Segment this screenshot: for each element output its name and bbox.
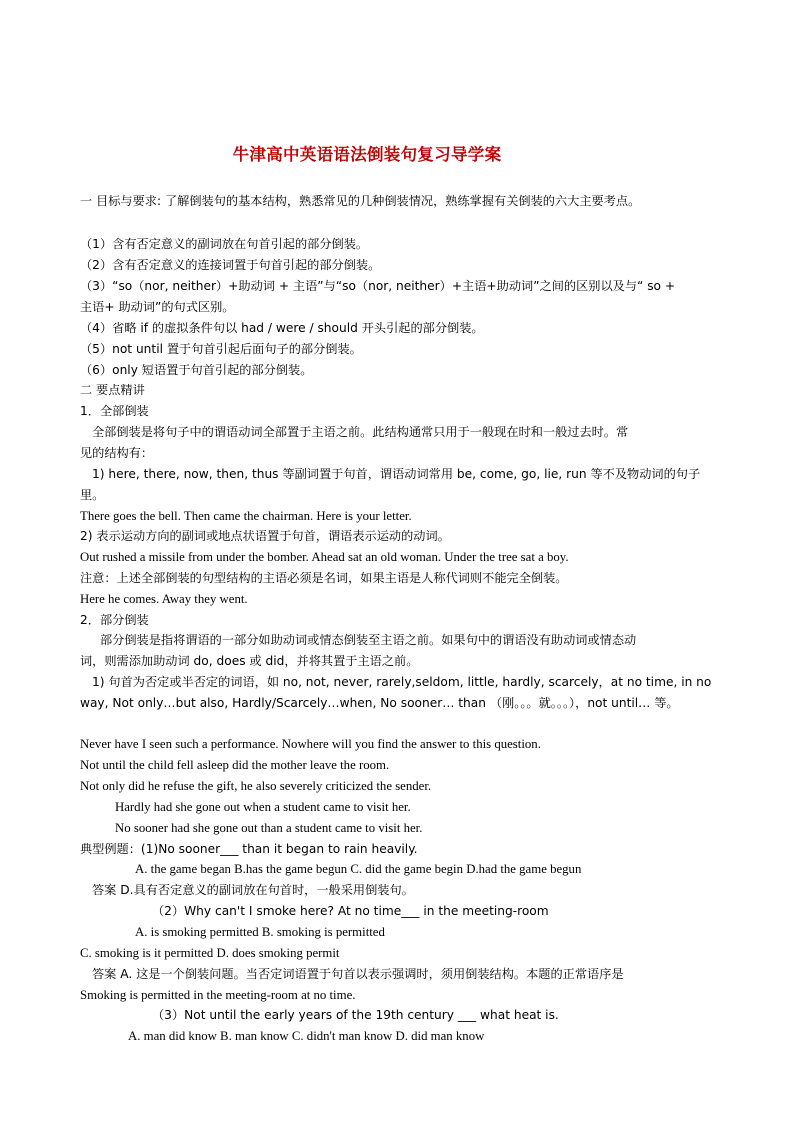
- paragraph: 见的结构有：: [80, 446, 154, 460]
- objective-1: （1）含有否定意义的副词放在句首引起的部分倒装。: [80, 237, 369, 251]
- exercise-2-options-cont: C. smoking is it permitted D. does smoking permit: [80, 946, 340, 960]
- exercise-2: （2）Why can't I smoke here? At no time___ in the meeting-room: [152, 904, 549, 918]
- objective-4: （4）省略 if 的虚拟条件句以 had / were / should 开头引起的部分倒装。: [80, 321, 484, 335]
- rule-negative: 1) 句首为否定或半否定的词语，如 no, not, never, rarely,seldom, little, hardly, scarcely，at no time, in no: [92, 675, 712, 689]
- example: No sooner had she gone out than a student came to visit her.: [115, 821, 423, 835]
- heading-full-inversion: 1．全部倒装: [80, 404, 149, 418]
- exercise-1-options: A. the game began B.has the game begun C. did the game begin D.had the game begun: [135, 862, 582, 876]
- section-key-points: 二 要点精讲: [80, 383, 145, 397]
- rule-1-cont: 里。: [80, 488, 105, 502]
- example: Not until the child fell asleep did the mother leave the room.: [80, 758, 390, 772]
- note: 注意：上述全部倒装的句型结构的主语必须是名词，如果主语是人称代词则不能完全倒装。: [80, 571, 568, 585]
- example: There goes the bell. Then came the chairman. Here is your letter.: [80, 509, 412, 523]
- exercise-2-answer: 答案 A. 这是一个倒装问题。当否定词语置于句首以表示强调时，须用倒装结构。本题的正常语序是: [92, 967, 624, 981]
- rule-1: 1) here, there, now, then, thus 等副词置于句首，谓语动词常用 be, come, go, lie, run 等不及物动词的句子: [92, 467, 701, 481]
- exercise-3: （3）Not until the early years of the 19th century ___ what heat is.: [152, 1008, 559, 1022]
- example: Never have I seen such a performance. Nowhere will you find the answer to this question.: [80, 737, 541, 751]
- exercise-1: 典型例题：(1)No sooner___ than it began to rain heavily.: [80, 842, 418, 856]
- objective-2: （2）含有否定意义的连接词置于句首引起的部分倒装。: [80, 258, 381, 272]
- exercise-3-options: A. man did know B. man know C. didn't man know D. did man know: [128, 1029, 485, 1043]
- example: Here he comes. Away they went.: [80, 592, 248, 606]
- objective-5: （5）not until 置于句首引起后面句子的部分倒装。: [80, 342, 362, 356]
- example: Hardly had she gone out when a student came to visit her.: [115, 800, 411, 814]
- objective-3-cont: 主语+ 助动词”的句式区别。: [80, 300, 235, 314]
- example: Not only did he refuse the gift, he also severely criticized the sender.: [80, 779, 432, 793]
- paragraph: 词，则需添加助动词 do, does 或 did，并将其置于主语之前。: [80, 654, 419, 668]
- document-title: 牛津高中英语语法倒装句复习导学案: [232, 145, 502, 164]
- objective-6: （6）only 短语置于句首引起的部分倒装。: [80, 363, 313, 377]
- paragraph: 全部倒装是将句子中的谓语动词全部置于主语之前。此结构通常只用于一般现在时和一般过去时。常: [92, 425, 629, 439]
- heading-partial-inversion: 2．部分倒装: [80, 613, 149, 627]
- section-objectives: 一 目标与要求: 了解倒装句的基本结构，熟悉常见的几种倒装情况，熟练掌握有关倒装的六大主要考点。: [80, 194, 641, 208]
- rule-negative-cont: way, Not only…but also, Hardly/Scarcely…when, No sooner… than （刚。。。就。。。），not until… 等。: [80, 696, 679, 710]
- exercise-1-answer: 答案 D.具有否定意义的副词放在句首时，一般采用倒装句。: [92, 883, 414, 897]
- rule-2: 2) 表示运动方向的副词或地点状语置于句首，谓语表示运动的动词。: [80, 529, 450, 543]
- exercise-2-answer-cont: Smoking is permitted in the meeting-room at no time.: [80, 988, 356, 1002]
- paragraph: 部分倒装是指将谓语的一部分如助动词或情态倒装至主语之前。如果句中的谓语没有助动词或情态动: [100, 633, 637, 647]
- exercise-2-options: A. is smoking permitted B. smoking is permitted: [135, 925, 385, 939]
- example: Out rushed a missile from under the bomber. Ahead sat an old woman. Under the tree sat a boy.: [80, 550, 569, 564]
- objective-3: （3）“so（nor, neither）+助动词 + 主语”与“so（nor, neither）+主语+助动词”之间的区别以及与“ so +: [80, 279, 676, 293]
